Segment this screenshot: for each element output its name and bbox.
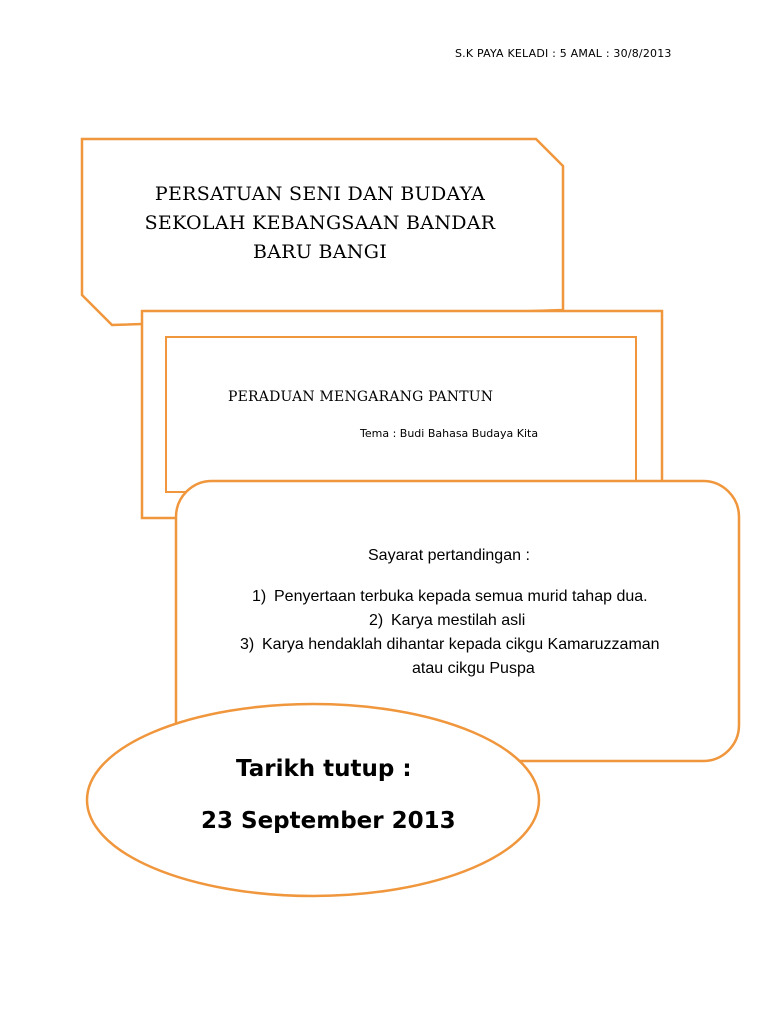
title-block (120, 180, 520, 267)
title-line-1: PERSATUAN SENI DAN BUDAYA (154, 183, 486, 205)
condition-number: 3) (240, 636, 255, 653)
title-line-2: SEKOLAH KEBANGSAAN BANDAR (144, 212, 496, 234)
contest-inner-frame (166, 337, 636, 492)
conditions-heading: Sayarat pertandingan : (368, 547, 530, 564)
condition-number: 2) (369, 612, 384, 629)
condition-item-3-continuation: atau cikgu Puspa (412, 660, 535, 677)
condition-text: Penyertaan terbuka kepada semua murid tahap dua. (274, 588, 648, 605)
condition-item-3 (240, 634, 660, 656)
condition-item-2 (369, 610, 525, 632)
deadline-label: Tarikh tutup : (236, 756, 412, 782)
deadline-oval (87, 704, 539, 896)
contest-name: PERADUAN MENGARANG PANTUN (228, 389, 494, 405)
title-line-3: BARU BANGI (252, 241, 388, 263)
deadline-date: 23 September 2013 (201, 808, 456, 834)
header-reference: S.K PAYA KELADI : 5 AMAL : 30/8/2013 (455, 47, 672, 60)
contest-theme: Tema : Budi Bahasa Budaya Kita (360, 427, 539, 440)
condition-text: Karya mestilah asli (391, 612, 526, 629)
condition-text: Karya hendaklah dihantar kepada cikgu Kamaruzzaman (262, 636, 660, 653)
condition-item-1 (252, 586, 648, 608)
condition-number: 1) (252, 588, 267, 605)
